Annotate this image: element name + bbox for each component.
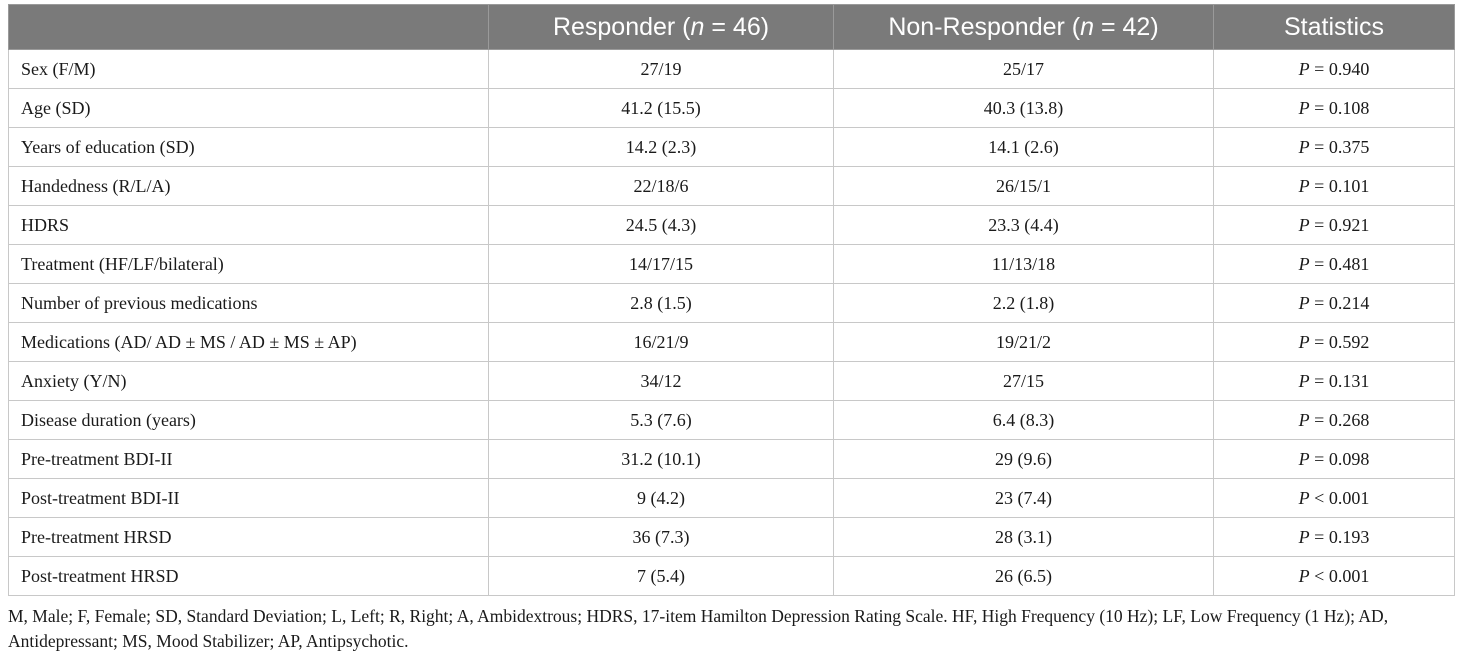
p-value: < 0.001 [1309, 565, 1370, 586]
responder-value: 16/21/9 [489, 323, 834, 362]
p-value: = 0.108 [1309, 97, 1370, 118]
header-responder-suffix: = 46) [704, 12, 770, 41]
p-symbol: P [1298, 331, 1310, 352]
p-value: = 0.940 [1309, 58, 1370, 79]
statistics-value [1214, 518, 1455, 557]
nonresponder-value: 11/13/18 [834, 245, 1214, 284]
p-value: = 0.921 [1309, 214, 1370, 235]
responder-value: 22/18/6 [489, 167, 834, 206]
nonresponder-value: 27/15 [834, 362, 1214, 401]
table-row [9, 440, 1455, 479]
nonresponder-value: 2.2 (1.8) [834, 284, 1214, 323]
statistics-value [1214, 206, 1455, 245]
table-row [9, 284, 1455, 323]
p-value: = 0.268 [1309, 409, 1370, 430]
header-nonresponder-n: n [1080, 12, 1095, 41]
p-symbol: P [1298, 409, 1310, 430]
demographics-table [8, 4, 1455, 596]
row-label: Years of education (SD) [9, 128, 489, 167]
p-symbol: P [1298, 487, 1310, 508]
nonresponder-value: 29 (9.6) [834, 440, 1214, 479]
responder-value: 31.2 (10.1) [489, 440, 834, 479]
table-row [9, 50, 1455, 89]
statistics-value [1214, 50, 1455, 89]
responder-value: 2.8 (1.5) [489, 284, 834, 323]
table-row [9, 245, 1455, 284]
p-symbol: P [1298, 448, 1310, 469]
statistics-value [1214, 362, 1455, 401]
row-label: Sex (F/M) [9, 50, 489, 89]
statistics-value [1214, 284, 1455, 323]
header-statistics: Statistics [1214, 5, 1455, 50]
table-body [9, 50, 1455, 596]
p-symbol: P [1298, 292, 1310, 313]
p-value: = 0.375 [1309, 136, 1370, 157]
responder-value: 14/17/15 [489, 245, 834, 284]
table-row [9, 323, 1455, 362]
nonresponder-value: 25/17 [834, 50, 1214, 89]
p-value: = 0.098 [1309, 448, 1370, 469]
responder-value: 41.2 (15.5) [489, 89, 834, 128]
p-value: = 0.481 [1309, 253, 1370, 274]
table-row [9, 167, 1455, 206]
statistics-value [1214, 89, 1455, 128]
p-symbol: P [1298, 58, 1310, 79]
nonresponder-value: 23.3 (4.4) [834, 206, 1214, 245]
p-symbol: P [1298, 565, 1310, 586]
table-row [9, 362, 1455, 401]
table-row [9, 128, 1455, 167]
p-symbol: P [1298, 253, 1310, 274]
p-value: = 0.592 [1309, 331, 1370, 352]
p-value: < 0.001 [1309, 487, 1370, 508]
statistics-value [1214, 440, 1455, 479]
row-label: Pre-treatment BDI-II [9, 440, 489, 479]
row-label: Post-treatment HRSD [9, 557, 489, 596]
statistics-value [1214, 128, 1455, 167]
statistics-value [1214, 167, 1455, 206]
header-nonresponder-prefix: Non-Responder ( [888, 12, 1081, 41]
p-symbol: P [1298, 526, 1310, 547]
nonresponder-value: 14.1 (2.6) [834, 128, 1214, 167]
responder-value: 34/12 [489, 362, 834, 401]
row-label: Medications (AD/ AD ± MS / AD ± MS ± AP) [9, 323, 489, 362]
demographics-table-container [8, 4, 1454, 596]
nonresponder-value: 28 (3.1) [834, 518, 1214, 557]
header-responder-n: n [690, 12, 705, 41]
table-row [9, 206, 1455, 245]
table-row [9, 89, 1455, 128]
responder-value: 27/19 [489, 50, 834, 89]
nonresponder-value: 6.4 (8.3) [834, 401, 1214, 440]
statistics-value [1214, 557, 1455, 596]
responder-value: 5.3 (7.6) [489, 401, 834, 440]
row-label: Pre-treatment HRSD [9, 518, 489, 557]
header-nonresponder [834, 5, 1214, 50]
header-responder-prefix: Responder ( [552, 12, 691, 41]
p-value: = 0.101 [1309, 175, 1370, 196]
header-blank-cell [9, 5, 489, 50]
responder-value: 7 (5.4) [489, 557, 834, 596]
statistics-value [1214, 401, 1455, 440]
row-label: Disease duration (years) [9, 401, 489, 440]
row-label: Age (SD) [9, 89, 489, 128]
table-header-row [9, 5, 1455, 50]
responder-value: 14.2 (2.3) [489, 128, 834, 167]
header-responder [489, 5, 834, 50]
row-label: HDRS [9, 206, 489, 245]
nonresponder-value: 26/15/1 [834, 167, 1214, 206]
p-symbol: P [1298, 370, 1310, 391]
statistics-value [1214, 479, 1455, 518]
statistics-value [1214, 245, 1455, 284]
nonresponder-value: 40.3 (13.8) [834, 89, 1214, 128]
statistics-value [1214, 323, 1455, 362]
row-label: Treatment (HF/LF/bilateral) [9, 245, 489, 284]
header-nonresponder-suffix: = 42) [1094, 12, 1159, 41]
p-symbol: P [1298, 97, 1310, 118]
p-symbol: P [1298, 136, 1310, 157]
p-value: = 0.214 [1309, 292, 1370, 313]
responder-value: 36 (7.3) [489, 518, 834, 557]
row-label: Anxiety (Y/N) [9, 362, 489, 401]
row-label: Handedness (R/L/A) [9, 167, 489, 206]
p-symbol: P [1298, 175, 1310, 196]
row-label: Number of previous medications [9, 284, 489, 323]
p-symbol: P [1298, 214, 1310, 235]
nonresponder-value: 19/21/2 [834, 323, 1214, 362]
table-row [9, 557, 1455, 596]
table-row [9, 479, 1455, 518]
p-value: = 0.193 [1309, 526, 1370, 547]
row-label: Post-treatment BDI-II [9, 479, 489, 518]
responder-value: 24.5 (4.3) [489, 206, 834, 245]
responder-value: 9 (4.2) [489, 479, 834, 518]
table-row [9, 518, 1455, 557]
nonresponder-value: 26 (6.5) [834, 557, 1214, 596]
table-row [9, 401, 1455, 440]
p-value: = 0.131 [1309, 370, 1370, 391]
table-footnote: M, Male; F, Female; SD, Standard Deviation; L, Left; R, Right; A, Ambidextrous; HDRS, 17-item Hamilton Depression Rating Scale. HF, High Frequency (10 Hz); LF, Low Frequency (1 Hz); AD, Antidepressant; MS, Mood Stabilizer; AP, Antipsychotic. [8, 606, 1389, 651]
nonresponder-value: 23 (7.4) [834, 479, 1214, 518]
